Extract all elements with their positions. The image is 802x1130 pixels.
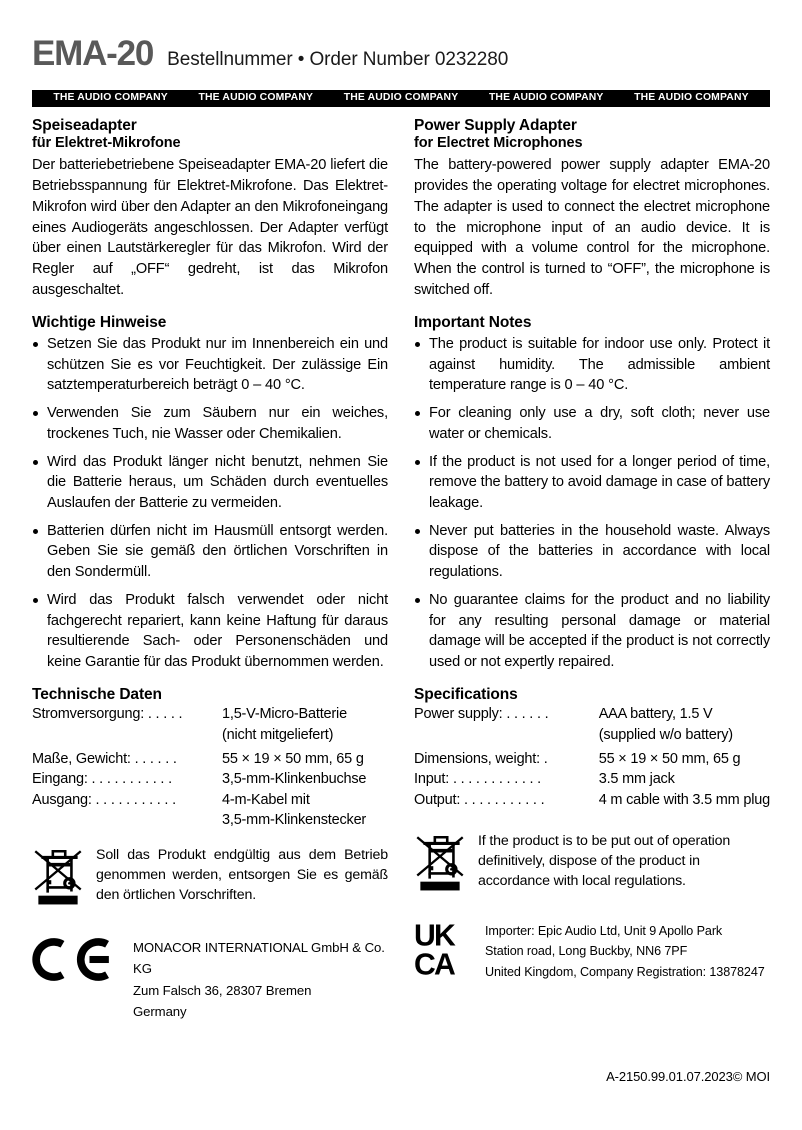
weee-crossed-bin-icon xyxy=(414,830,466,897)
german-weee-block xyxy=(32,844,388,911)
spec-leader-dots: . . . . . . . . . . . xyxy=(464,791,545,808)
english-weee-text: If the product is to be put out of operation definitively, dispose of the product in accordance with local regulations. xyxy=(478,832,731,889)
spec-label xyxy=(32,791,222,811)
spec-label xyxy=(32,705,222,725)
english-address-lines xyxy=(485,919,765,982)
spec-label-text: Dimensions, weight: xyxy=(414,750,540,767)
spec-label xyxy=(414,726,599,750)
ukca-mark-icon xyxy=(414,919,472,983)
spec-label-text: Maße, Gewicht: xyxy=(32,750,131,767)
table-row xyxy=(32,705,388,725)
english-notes-list xyxy=(414,334,770,673)
spec-value: 3,5-mm-Klinkenbuchse xyxy=(222,771,367,788)
svg-text:CA: CA xyxy=(414,948,455,978)
spec-value: 1,5-V-Micro-Batterie xyxy=(222,706,347,723)
german-intro-paragraph: Der batteriebetriebene Speiseadapter EMA-20 liefert die Betriebsspannung für Elektret-Mikrofone. Das Elektret-Mikrofon wird über den Adapter an den Mikrofoneingang eines Audiogeräts angeschlossen. Der Adapter verfügt über einen Lautstärkeregler für das Mikrofon. Wird der Regler auf „OFF“ gedreht, ist das Mikrofon ausgeschaltet. xyxy=(32,157,388,298)
column-german xyxy=(32,117,388,1023)
address-line: Zum Falsch 36, 28307 Bremen xyxy=(133,982,312,998)
list-item: No guarantee claims for the product and no liability for any resulting personal damage or material damage will be accepted if the product is not correctly used or not expertly repaired. xyxy=(414,590,770,673)
english-section-subtitle: for Electret Microphones xyxy=(414,135,583,152)
german-notes-title: Wichtige Hinweise xyxy=(32,314,167,332)
spec-label xyxy=(32,726,222,750)
spec-label-text: Eingang: xyxy=(32,771,88,788)
spec-value: 3.5 mm jack xyxy=(598,771,675,788)
spec-value: 55 × 19 × 50 mm, 65 g xyxy=(598,750,741,767)
list-item: Wird das Produkt länger nicht benutzt, nehmen Sie die Batterie heraus, um Schäden durch eventuelles Auslaufen der Batterie zu vermeiden. xyxy=(32,452,388,514)
german-section-subtitle: für Elektret-Mikrofone xyxy=(32,135,181,152)
spec-label-text: Ausgang: xyxy=(32,791,92,808)
table-row xyxy=(414,726,770,750)
table-row xyxy=(414,791,770,811)
english-intro-paragraph: The battery-powered power supply adapter EMA-20 provides the operating voltage for electret microphones. The adapter is used to connect the electret microphone to the microphone input of an audio device. It is equipped with a volume control for the microphone. When the control is turned to “OFF”, the microphone is switched off. xyxy=(414,157,770,298)
english-address-row xyxy=(414,919,770,983)
order-number: Bestellnummer • Order Number 0232280 xyxy=(167,49,509,70)
spec-label-text: Output: xyxy=(414,791,461,808)
list-item: If the product is not used for a longer period of time, remove the battery to avoid damage in case of battery leakage. xyxy=(414,452,770,514)
spec-label xyxy=(414,791,599,811)
spec-leader-dots: . . . . . . . . . . . xyxy=(95,791,176,808)
spec-label xyxy=(414,770,599,790)
address-line: Germany xyxy=(133,1004,187,1020)
table-row xyxy=(32,811,388,831)
brand-band xyxy=(32,90,770,107)
content-columns xyxy=(32,117,770,1023)
spec-leader-dots: . xyxy=(543,750,548,767)
german-notes-list xyxy=(32,334,388,673)
weee-crossed-bin-icon xyxy=(32,844,84,911)
spec-value: 55 × 19 × 50 mm, 65 g xyxy=(222,750,364,767)
german-address-lines xyxy=(133,935,388,1023)
spec-leader-dots: . . . . . . . . . . . . xyxy=(452,771,541,788)
spec-label xyxy=(32,770,222,790)
page-header xyxy=(32,36,770,71)
spec-leader-dots: . . . . . . xyxy=(506,706,549,723)
table-row xyxy=(414,705,770,725)
english-specs-table xyxy=(414,705,770,810)
spec-label xyxy=(32,750,222,770)
table-row xyxy=(414,750,770,770)
ce-mark-icon xyxy=(32,935,120,987)
address-line: Station road, Long Buckby, NN6 7PF xyxy=(485,944,688,959)
spec-value: AAA battery, 1.5 V xyxy=(598,706,713,723)
list-item: For cleaning only use a dry, soft cloth; never use water or chemicals. xyxy=(414,403,770,444)
document-code: A-2150.99.01.07.2023© MOI xyxy=(606,1069,770,1084)
english-notes-title: Important Notes xyxy=(414,314,532,332)
spec-label-text: Power supply: xyxy=(414,706,503,723)
spec-label xyxy=(414,705,599,725)
spec-value-cont: 3,5-mm-Klinkenstecker xyxy=(222,811,367,828)
spec-label xyxy=(414,750,599,770)
german-section-title: Speiseadapter xyxy=(32,117,137,134)
german-weee-text: Soll das Produkt endgültig aus dem Betrieb genommen werden, entsorgen Sie es gemäß den örtlichen Vorschriften. xyxy=(96,847,388,903)
page-title: EMA-20 xyxy=(32,34,154,73)
english-weee-block xyxy=(414,830,770,897)
table-row xyxy=(32,726,388,750)
spec-value-cont: (nicht mitgeliefert) xyxy=(222,726,334,743)
address-line: United Kingdom, Company Registration: 13878247 xyxy=(485,964,765,979)
table-row xyxy=(32,750,388,770)
list-item: Batterien dürfen nicht im Hausmüll entsorgt werden. Geben Sie sie gemäß den örtlichen Vorschriften in den Sondermüll. xyxy=(32,521,388,583)
table-row xyxy=(32,791,388,811)
english-section-title: Power Supply Adapter xyxy=(414,117,577,134)
brand-band-item: THE AUDIO COMPANY xyxy=(634,92,749,104)
table-row xyxy=(414,770,770,790)
svg-text:UK: UK xyxy=(414,919,455,953)
brand-band-item: THE AUDIO COMPANY xyxy=(343,92,459,104)
spec-leader-dots: . . . . . xyxy=(147,706,183,723)
address-line: Importer: Epic Audio Ltd, Unit 9 Apollo Park xyxy=(485,923,723,938)
brand-band-item: THE AUDIO COMPANY xyxy=(198,92,314,104)
spec-label-text: Stromversorgung: xyxy=(32,706,145,723)
spec-leader-dots: . . . . . . xyxy=(134,750,177,767)
brand-band-item: THE AUDIO COMPANY xyxy=(53,92,168,104)
list-item: Never put batteries in the household waste. Always dispose of the batteries in accordance with local regulations. xyxy=(414,521,770,583)
german-specs-title: Technische Daten xyxy=(32,685,162,703)
german-address-row xyxy=(32,935,388,1023)
spec-label xyxy=(32,811,222,831)
column-english xyxy=(414,117,770,1023)
address-line: MONACOR INTERNATIONAL GmbH & Co. KG xyxy=(133,940,385,977)
list-item: Wird das Produkt falsch verwendet oder nicht fachgerecht repariert, kann keine Haftung für daraus resultierende Sach- oder Personenschäden und keine Garantie für das Produkt übernommen werden. xyxy=(32,590,388,673)
spec-value: 4 m cable with 3.5 mm plug xyxy=(598,791,770,808)
list-item: Setzen Sie das Produkt nur im Innenbereich ein und schützen Sie es vor Feuchtigkeit. Der zulässige Ein satztemperaturbereich beträgt 0 – 40 °C. xyxy=(32,334,388,396)
list-item: The product is suitable for indoor use only. Protect it against humidity. The admissible ambient temperature range is 0 – 40 °C. xyxy=(414,334,770,396)
spec-value-cont: (supplied w/o battery) xyxy=(598,726,733,743)
german-specs-table xyxy=(32,705,388,831)
english-specs-title: Specifications xyxy=(414,685,518,703)
spec-leader-dots: . . . . . . . . . . . xyxy=(91,771,172,788)
spec-value: 4-m-Kabel mit xyxy=(222,791,310,808)
spec-label-text: Input: xyxy=(414,771,450,788)
table-row xyxy=(32,770,388,790)
brand-band-item: THE AUDIO COMPANY xyxy=(488,92,604,104)
list-item: Verwenden Sie zum Säubern nur ein weiches, trockenes Tuch, nie Wasser oder Chemikalien. xyxy=(32,403,388,444)
